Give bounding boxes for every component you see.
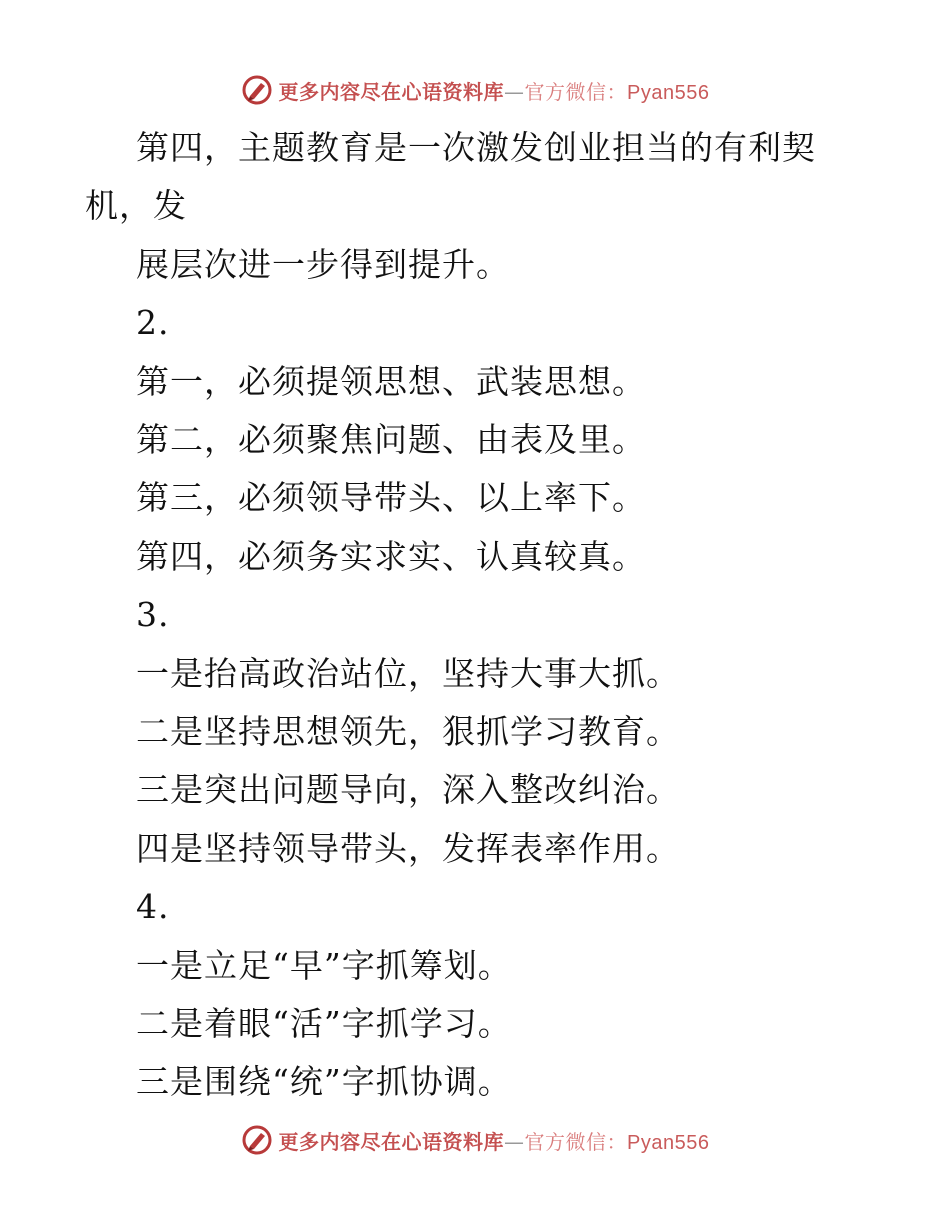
footer-dash: — bbox=[504, 1129, 525, 1154]
body-line: 机，发 bbox=[85, 186, 187, 225]
section-number: 2. bbox=[136, 303, 170, 342]
header-sub-text: 官方微信： bbox=[524, 79, 628, 104]
body-line: 第二，必须聚焦问题、由表及里。 bbox=[136, 420, 646, 459]
footer-sub-text: 官方微信： bbox=[524, 1129, 628, 1154]
footer-wechat-id: Pyan556 bbox=[627, 1131, 710, 1154]
pen-seal-icon bbox=[241, 1124, 273, 1156]
section-number: 3. bbox=[136, 595, 170, 634]
body-line: 二是着眼“活”字抓学习。 bbox=[136, 1004, 512, 1043]
body-line: 第一，必须提领思想、武装思想。 bbox=[136, 362, 646, 401]
body-line: 三是突出问题导向，深入整改纠治。 bbox=[136, 770, 680, 809]
body-line: 第三，必须领导带头、以上率下。 bbox=[136, 478, 646, 517]
footer-main-text: 更多内容尽在心语资料库 bbox=[278, 1129, 505, 1154]
footer-banner bbox=[0, 1120, 950, 1160]
body-line: 二是坚持思想领先，狠抓学习教育。 bbox=[136, 712, 680, 751]
body-line: 一是抬高政治站位，坚持大事大抓。 bbox=[136, 654, 680, 693]
body-line: 四是坚持领导带头，发挥表率作用。 bbox=[136, 829, 680, 868]
body-line: 展层次进一步得到提升。 bbox=[136, 245, 510, 284]
body-line: 三是围绕“统”字抓协调。 bbox=[136, 1062, 512, 1101]
body-line: 一是立足“早”字抓筹划。 bbox=[136, 946, 512, 985]
header-banner bbox=[0, 70, 950, 110]
header-wechat-id: Pyan556 bbox=[627, 81, 710, 104]
section-number: 4. bbox=[136, 887, 170, 926]
pen-seal-icon bbox=[241, 74, 273, 106]
header-text bbox=[279, 76, 710, 105]
header-dash: — bbox=[504, 79, 525, 104]
header-main-text: 更多内容尽在心语资料库 bbox=[278, 79, 505, 104]
body-line: 第四，必须务实求实、认真较真。 bbox=[136, 537, 646, 576]
body-line: 第四，主题教育是一次激发创业担当的有利契 bbox=[136, 128, 816, 167]
footer-text bbox=[279, 1126, 710, 1155]
